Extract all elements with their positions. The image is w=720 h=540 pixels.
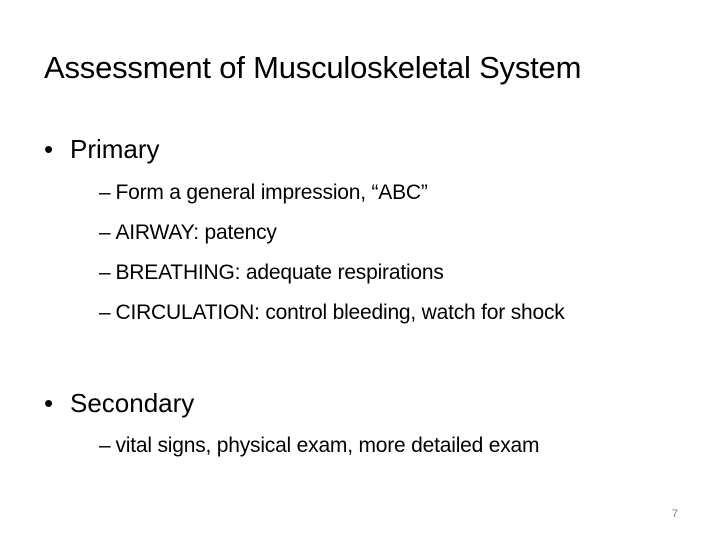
sub-item-general-impression xyxy=(99,180,428,206)
sub-item-text: CIRCULATION: control bleeding, watch for shock xyxy=(115,301,565,324)
slide-title: Assessment of Musculoskeletal System xyxy=(44,50,582,85)
sub-item-airway xyxy=(99,220,277,246)
bullet-secondary xyxy=(44,387,194,419)
sub-item-text: vital signs, physical exam, more detailed exam xyxy=(115,434,540,457)
bullet-label: Primary xyxy=(70,134,160,164)
sub-item-text: AIRWAY: patency xyxy=(115,221,277,244)
dash: – xyxy=(99,301,111,324)
dash: – xyxy=(99,434,111,457)
bullet-primary xyxy=(44,133,160,165)
dash: – xyxy=(99,261,111,284)
dash: – xyxy=(99,181,111,204)
sub-item-text: BREATHING: adequate respirations xyxy=(115,261,444,284)
bullet-dot: • xyxy=(44,134,54,164)
sub-item-breathing xyxy=(99,260,444,286)
sub-item-text: Form a general impression, “ABC” xyxy=(115,181,428,204)
bullet-dot: • xyxy=(44,388,54,418)
sub-item-vital-signs xyxy=(99,433,539,459)
bullet-label: Secondary xyxy=(70,388,195,418)
sub-item-circulation xyxy=(99,300,565,326)
dash: – xyxy=(99,221,111,244)
page-number: 7 xyxy=(671,508,678,520)
